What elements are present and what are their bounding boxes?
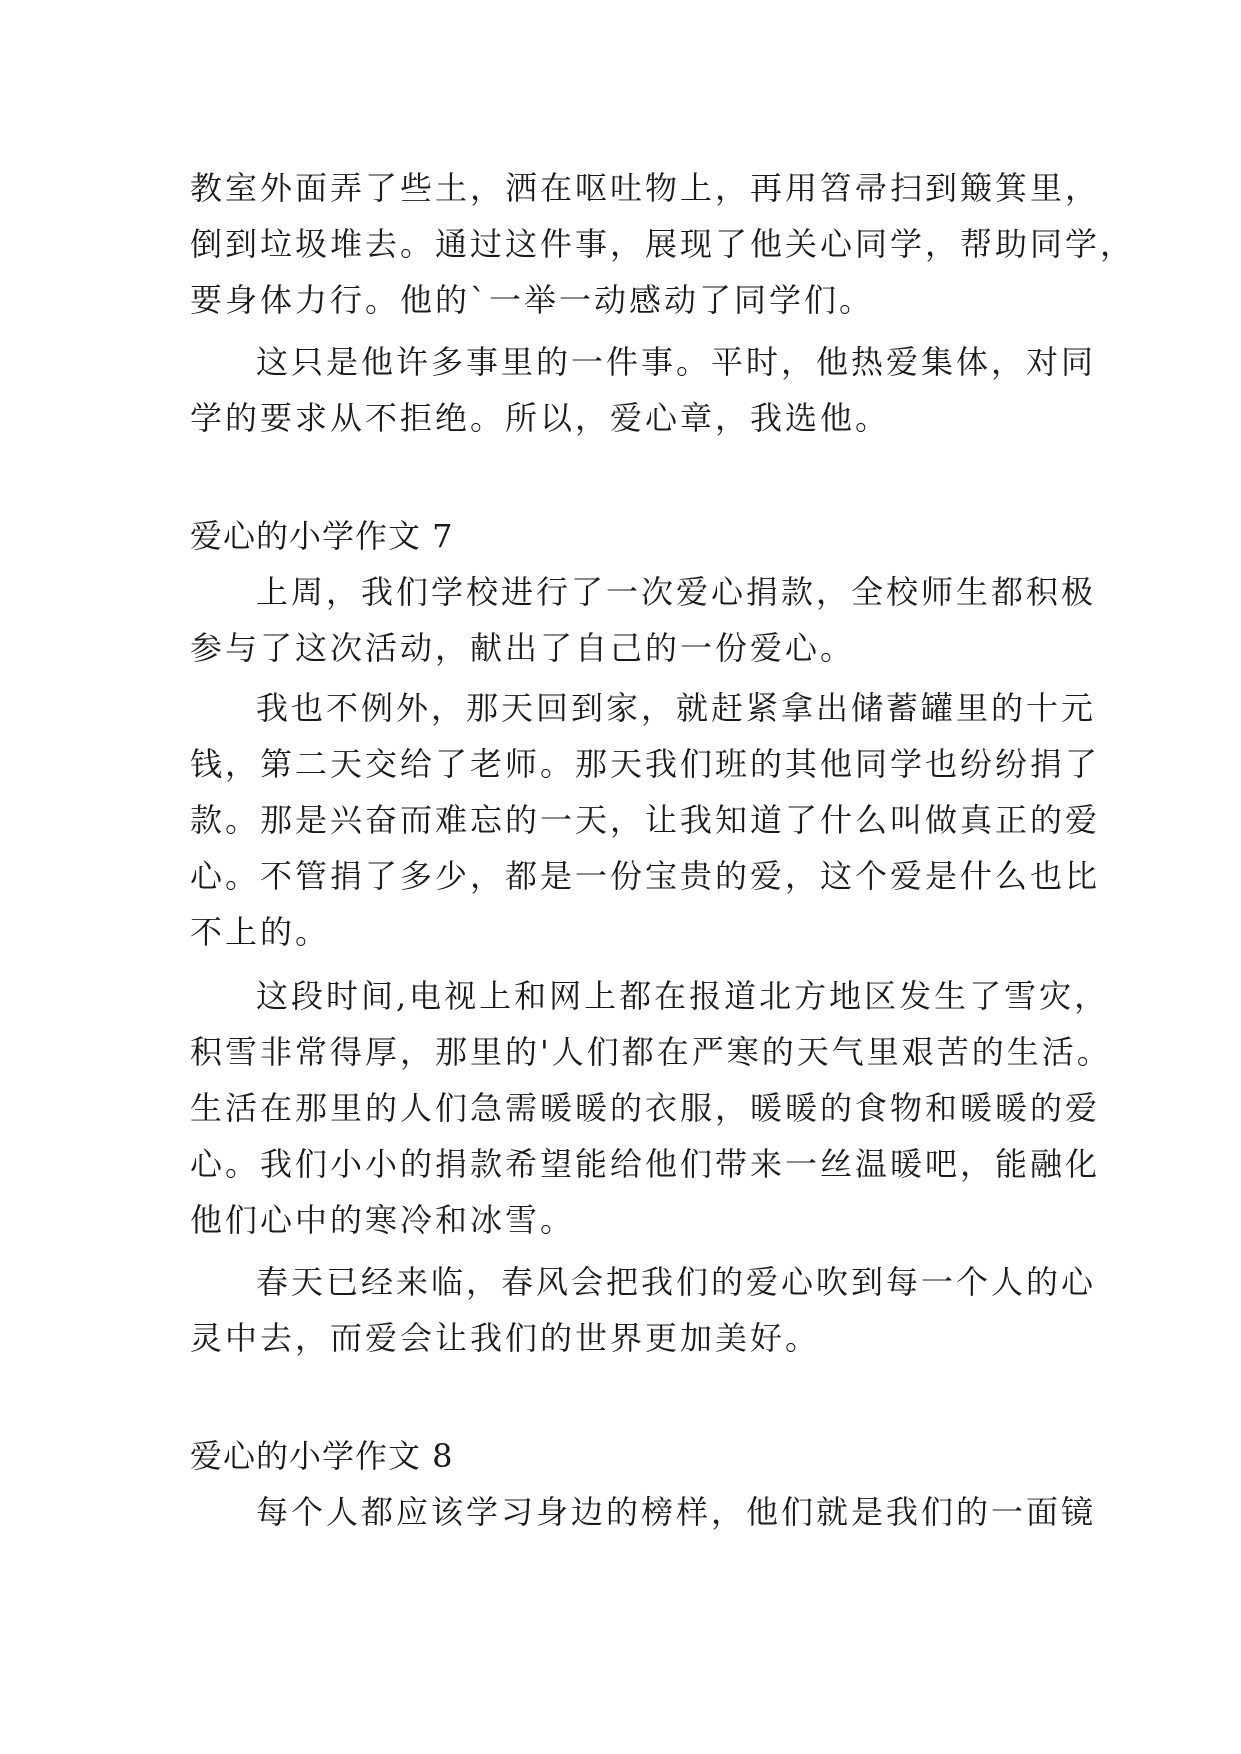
paragraph-line: 不上的。 — [190, 913, 331, 951]
paragraph-line: 学的要求从不拒绝。所以，爱心章，我选他。 — [190, 399, 891, 437]
paragraph-line: 要身体力行。他的`一举一动感动了同学们。 — [190, 281, 875, 319]
section-heading: 爱心的小学作文 8 — [190, 1437, 454, 1475]
paragraph-line: 生活在那里的人们急需暖暖的衣服，暖暖的食物和暖暖的爱 — [190, 1089, 1101, 1127]
paragraph-line: 参与了这次活动，献出了自己的一份爱心。 — [190, 629, 856, 667]
paragraph-line: 钱，第二天交给了老师。那天我们班的其他同学也纷纷捐了 — [190, 745, 1101, 783]
paragraph-line: 教室外面弄了些土，洒在呕吐物上，再用笤帚扫到簸箕里， — [190, 169, 1101, 207]
paragraph-line: 这只是他许多事里的一件事。平时，他热爱集体，对同 — [256, 343, 1097, 381]
paragraph-line: 心。我们小小的捐款希望能给他们带来一丝温暖吧，能融化 — [190, 1145, 1101, 1183]
paragraph-line: 上周，我们学校进行了一次爱心捐款，全校师生都积极 — [256, 573, 1097, 611]
paragraph-line: 春天已经来临，春风会把我们的爱心吹到每一个人的心 — [256, 1263, 1097, 1301]
paragraph-line: 我也不例外，那天回到家，就赶紧拿出储蓄罐里的十元 — [256, 689, 1097, 727]
paragraph-line: 这段时间,电视上和网上都在报道北方地区发生了雪灾， — [256, 977, 1110, 1015]
paragraph-line: 每个人都应该学习身边的榜样，他们就是我们的一面镜 — [256, 1493, 1097, 1531]
paragraph-line: 心。不管捐了多少，都是一份宝贵的爱，这个爱是什么也比 — [190, 857, 1101, 895]
paragraph-line: 款。那是兴奋而难忘的一天，让我知道了什么叫做真正的爱 — [190, 801, 1101, 839]
section-heading: 爱心的小学作文 7 — [190, 517, 454, 555]
paragraph-line: 倒到垃圾堆去。通过这件事，展现了他关心同学，帮助同学， — [190, 225, 1136, 263]
paragraph-line: 他们心中的寒冷和冰雪。 — [190, 1201, 576, 1239]
paragraph-line: 积雪非常得厚，那里的'人们都在严寒的天气里艰苦的生活。 — [190, 1033, 1112, 1071]
paragraph-line: 灵中去，而爱会让我们的世界更加美好。 — [190, 1319, 821, 1357]
